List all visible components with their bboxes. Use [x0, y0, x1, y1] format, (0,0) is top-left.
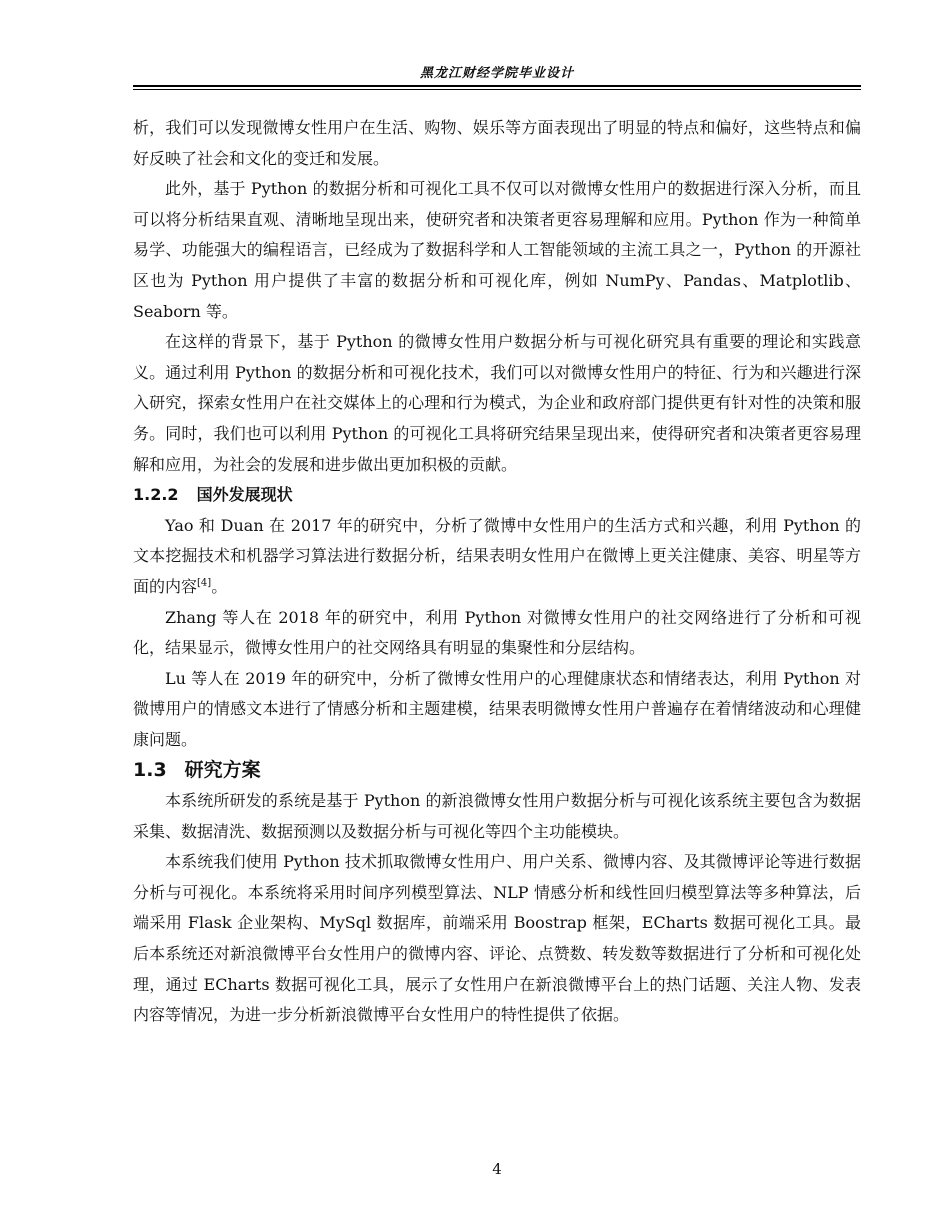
- page-number: 4: [492, 1160, 502, 1178]
- citation-marker: [4]: [197, 577, 212, 589]
- header-rule-thin: [133, 89, 861, 90]
- paragraph-lu: Lu 等人在 2019 年的研究中，分析了微博女性用户的心理健康状态和情绪表达，利用 Python 对微博用户的情感文本进行了情感分析和主题建模，结果表明微博女性用户普遍存在着情绪波动和心理健康问题。: [133, 668, 861, 749]
- paragraph-system-technology: 本系统我们使用 Python 技术抓取微博女性用户、用户关系、微博内容、及其微博评论等进行数据分析与可视化。本系统将采用时间序列模型算法、NLP 情感分析和线性回归模型算法等多种算法，后端采用 Flask 企业架构、MySql 数据库，前端采用 Boostrap 框架，ECharts 数据可视化工具。最后本系统还对新浪微博平台女性用户的微博内容、评论、点赞数、转发数等数据进行了分析和可视化处理，通过 ECharts 数据可视化工具，展示了女性用户在新浪微博平台上的热门话题、关注人物、发表内容等情况，为进一步分析新浪微博平台女性用户的特性提供了依据。: [133, 852, 861, 1025]
- paragraph-text: Yao 和 Duan 在 2017 年的研究中，分析了微博中女性用户的生活方式和兴趣，利用 Python 的文本挖掘技术和机器学习算法进行数据分析，结果表明女性用户在微博上更关注健康、美容、明星等方面的内容: [133, 515, 861, 596]
- section-title: 国外发展现状: [196, 485, 293, 505]
- paragraph-end: 。: [211, 576, 228, 596]
- paragraph-continuation: 析，我们可以发现微博女性用户在生活、购物、娱乐等方面表现出了明显的特点和偏好，这些特点和偏好反映了社会和文化的变迁和发展。: [133, 118, 861, 168]
- section-number: 1.2.2: [133, 485, 179, 505]
- paragraph-zhang: Zhang 等人在 2018 年的研究中，利用 Python 对微博女性用户的社交网络进行了分析和可视化，结果显示，微博女性用户的社交网络具有明显的集聚性和分层结构。: [133, 607, 861, 658]
- paragraph-research-significance: 在这样的背景下，基于 Python 的微博女性用户数据分析与可视化研究具有重要的理论和实践意义。通过利用 Python 的数据分析和可视化技术，我们可以对微博女性用户的特征、行为和兴趣进行深入研究，探索女性用户在社交媒体上的心理和行为模式，为企业和政府部门提供更有针对性的决策和服务。同时，我们也可以利用 Python 的可视化工具将研究结果呈现出来，使得研究者和决策者更容易理解和应用，为社会的发展和进步做出更加积极的贡献。: [133, 332, 861, 474]
- paragraph-python-tools: 此外，基于 Python 的数据分析和可视化工具不仅可以对微博女性用户的数据进行深入分析，而且可以将分析结果直观、清晰地呈现出来，使研究者和决策者更容易理解和应用。Python 作为一种简单易学、功能强大的编程语言，已经成为了数据科学和人工智能领域的主流工具之一，Python 的开源社区也为 Python 用户提供了丰富的数据分析和可视化库，例如 NumPy、Pandas、Matplotlib、Seaborn 等。: [133, 179, 861, 321]
- body-text: [133, 113, 861, 1031]
- header-rule-thick: [133, 85, 861, 87]
- section-heading-1-3: [133, 755, 861, 786]
- section-heading-1-2-2: [133, 480, 861, 511]
- paragraph-yao-duan: [133, 511, 861, 603]
- section-number: 1.3: [133, 759, 167, 782]
- running-header: 黑龙江财经学院毕业设计: [419, 66, 574, 81]
- paragraph-system-overview: 本系统所研发的系统是基于 Python 的新浪微博女性用户数据分析与可视化该系统主要包含为数据采集、数据清洗、数据预测以及数据分析与可视化等四个主功能模块。: [133, 791, 861, 841]
- section-title: 研究方案: [184, 759, 261, 782]
